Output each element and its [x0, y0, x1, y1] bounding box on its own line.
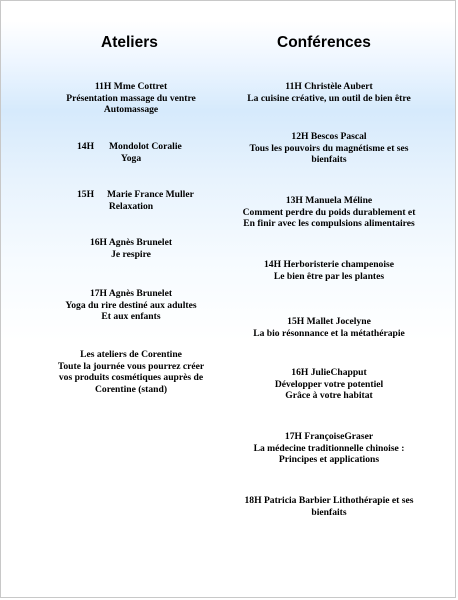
atelier-line: 16H Agnès Brunelet	[89, 237, 173, 248]
conference-line: 15H Mallet Jocelyne	[287, 316, 371, 327]
conference-line: Grâce à votre habitat	[285, 390, 373, 402]
conference-item-2	[229, 131, 429, 166]
conference-item-4	[229, 259, 429, 282]
conference-item-5	[229, 316, 429, 339]
conference-line: En finir avec les compulsions alimentaires	[243, 218, 415, 230]
atelier-line: Yoga du rire destiné aux adultes	[65, 299, 197, 311]
atelier-line: Yoga	[120, 152, 142, 164]
conference-line: Développer votre potentiel	[274, 378, 384, 390]
atelier-line: Les ateliers de Corentine	[80, 349, 182, 360]
atelier-time: 15H	[77, 189, 95, 200]
atelier-line: Corentine (stand)	[94, 383, 168, 395]
conference-line: bienfaits	[311, 506, 347, 518]
atelier-line: vos produits cosmétiques auprès de	[58, 372, 204, 384]
conference-line: 14H Herboristerie champenoise	[263, 259, 395, 270]
conference-line: 13H Manuela Méline	[285, 195, 373, 206]
atelier-line: Je respire	[111, 248, 151, 260]
atelier-item-4	[41, 237, 221, 260]
conference-line: Comment perdre du poids durablement et	[242, 206, 416, 218]
conference-item-1	[229, 81, 429, 104]
conference-line: 12H Bescos Pascal	[291, 131, 367, 142]
atelier-item-5	[41, 288, 221, 323]
atelier-line: Présentation massage du ventre	[66, 92, 196, 104]
atelier-item-1	[41, 81, 221, 116]
conference-line: La bio résonnance et la métathérapie	[253, 327, 405, 339]
conference-line: 18H Patricia Barbier Lithothérapie et ses	[244, 495, 414, 506]
atelier-item-2	[41, 141, 221, 164]
atelier-line: Et aux enfants	[101, 311, 161, 323]
conference-item-8	[229, 495, 429, 518]
conference-line: Tous les pouvoirs du magnétisme et ses	[249, 142, 409, 154]
atelier-time: 14H	[77, 141, 95, 152]
ateliers-heading: Ateliers	[101, 34, 158, 51]
atelier-line: Relaxation	[108, 200, 154, 212]
atelier-line: 17H Agnès Brunelet	[89, 288, 173, 299]
atelier-line: 11H Mme Cottret	[94, 81, 168, 92]
conference-line: 17H FrançoiseGraser	[284, 431, 374, 442]
conference-item-6	[229, 367, 429, 402]
atelier-line: Automassage	[103, 104, 159, 116]
atelier-time-row	[41, 189, 221, 201]
conference-item-3	[229, 195, 429, 230]
conference-line: Le bien être par les plantes	[273, 270, 385, 282]
atelier-time-row	[41, 141, 221, 153]
conference-item-7	[229, 431, 429, 466]
conference-line: 11H Christèle Aubert	[285, 81, 373, 92]
atelier-item-3	[41, 189, 221, 212]
atelier-presenter: Marie France Muller	[107, 189, 194, 200]
conference-line: La médecine traditionnelle chinoise :	[253, 442, 405, 454]
conference-line: La cuisine créative, un outil de bien être	[247, 92, 411, 104]
atelier-item-6	[41, 349, 221, 395]
conference-line: Principes et applications	[278, 454, 380, 466]
conference-line: 16H JulieChapput	[291, 367, 367, 378]
atelier-line: Toute la journée vous pourrez créer	[57, 360, 205, 372]
conference-line: bienfaits	[311, 154, 347, 166]
atelier-presenter: Mondolot Coralie	[109, 141, 182, 152]
conferences-heading: Conférences	[277, 34, 371, 51]
